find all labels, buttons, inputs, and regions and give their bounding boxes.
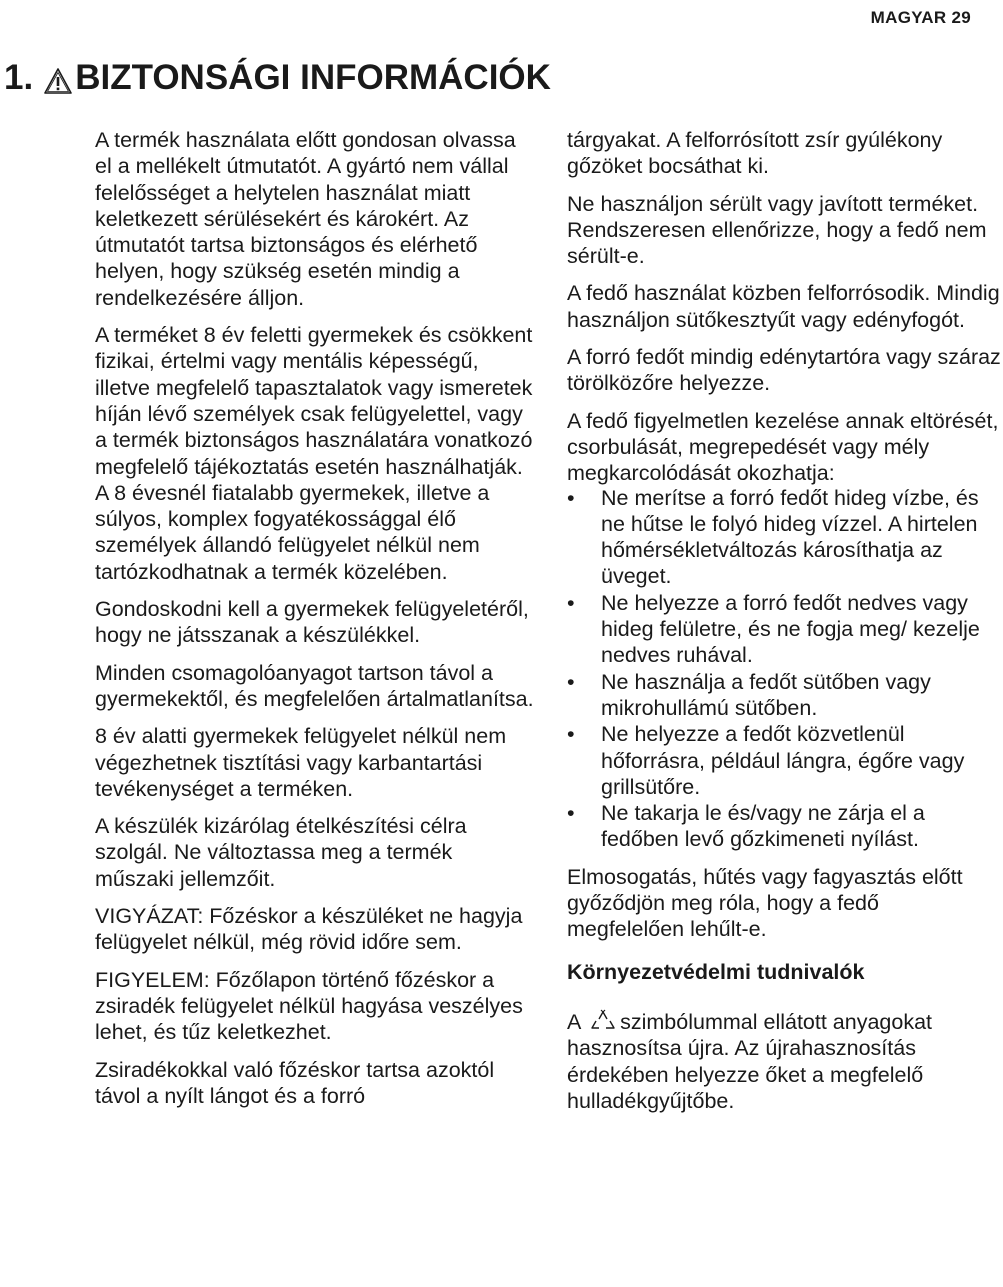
list-item-text: Ne használja a fedőt sütőben vagy mikrohullámú sütőben. (601, 669, 931, 720)
paragraph: Ne használjon sérült vagy javított terméket. Rendszeresen ellenőrizze, hogy a fedő nem sérült-e. (567, 191, 987, 269)
paragraph: A készülék kizárólag ételkészítési célra szolgál. Ne változtassa meg a termék műszaki jellemzőit. (95, 814, 467, 891)
section-title-text: BIZTONSÁGI INFORMÁCIÓK (75, 58, 551, 97)
list-item-text: Ne merítse a forró fedőt hideg vízbe, és ne hűtse le folyó hideg vízzel. A hirtelen hőmérsékletváltozás károsíthatja az üveget. (601, 485, 979, 589)
list-item (567, 669, 1001, 722)
bullet-marker: • (567, 801, 575, 826)
bullet-list (567, 485, 1001, 853)
list-item-text: Ne takarja le és/vagy ne zárja el a fedőben levő gőzkimeneti nyílást. (601, 801, 925, 852)
paragraph: 8 év alatti gyermekek felügyelet nélkül nem végezhetnek tisztítási vagy karbantartási tevékenységet a terméken. (95, 724, 507, 801)
paragraph: A fedő figyelmetlen kezelése annak eltörését, csorbulását, megrepedését vagy mély megkarcolódását okozhatja: (567, 408, 999, 486)
left-column (95, 127, 535, 1120)
paragraph: Zsiradékokkal való főzéskor tartsa azoktól távol a nyílt lángot és a forró (95, 1057, 495, 1108)
list-item-text: Ne helyezze a fedőt közvetlenül hőforrásra, például lángra, égőre vagy grillsütőre. (601, 722, 965, 799)
page-header-label: MAGYAR 29 (870, 8, 971, 27)
warning-paragraph: FIGYELEM: Főzőlapon történő főzéskor a zsiradék felügyelet nélkül hagyása veszélyes lehet, és tűz keletkezhet. (95, 967, 523, 1045)
warning-paragraph: VIGYÁZAT: Főzéskor a készüléket ne hagyja felügyelet nélkül, még rövid időre sem. (95, 904, 523, 955)
paragraph: tárgyakat. A felforrósított zsír gyúlékony gőzöket bocsáthat ki. (567, 128, 943, 179)
paragraph: Minden csomagolóanyagot tartson távol a gyermekektől, és megfelelően ártalmatlanítsa. (95, 660, 534, 711)
list-item-text: Ne helyezze a forró fedőt nedves vagy hideg felületre, és ne fogja meg/ kezelje nedves ruhával. (601, 590, 980, 668)
paragraph: A termék használata előtt gondosan olvassa el a mellékelt útmutatót. A gyártó nem vállal felelősséget a helytelen használat miatt keletkezett sérülésekért és károkért. Az útmutatót tartsa biztonságos és elérhető helyen, hogy szükség esetén mindig a rendelkezésére álljon. (95, 128, 516, 310)
bullet-marker: • (567, 722, 575, 747)
paragraph: A terméket 8 év feletti gyermekek és csökkent fizikai, értelmi vagy mentális képességű, illetve megfelelő tapasztalatok vagy ismeretek híján lévő személyek csak felügyelettel, vagy a termék biztonságos használatára vonatkozó megfelelő tájékoztatás esetén használhatják. A 8 évesnél fiatalabb gyermekek, illetve a súlyos, komplex fogyatékossággal élő személyek állandó felügyelet nélkül nem tartózkodhatnak a termék közelében. (95, 323, 533, 584)
env-text-rest: szimbólummal ellátott anyagokat hasznosítsa újra. Az újrahasznosítás érdekében helyezze őket a megfelelő hulladékgyűjtőbe. (567, 1009, 933, 1113)
bullet-marker: • (567, 590, 575, 615)
paragraph: Elmosogatás, hűtés vagy fagyasztás előtt győződjön meg róla, hogy a fedő megfelelően lehűlt-e. (567, 864, 963, 942)
environment-heading: Környezetvédelmi tudnivalók (567, 959, 865, 984)
list-item (567, 800, 1001, 853)
section-title (4, 58, 551, 98)
recycle-icon (588, 1007, 618, 1033)
list-item (567, 590, 1001, 669)
paragraph: Gondoskodni kell a gyermekek felügyeletéről, hogy ne játsszanak a készülékkel. (95, 597, 529, 648)
list-item (567, 721, 1001, 800)
bullet-marker: • (567, 485, 575, 510)
paragraph: A fedő használat közben felforrósodik. Mindig használjon sütőkesztyűt vagy edényfogót. (567, 281, 1000, 332)
section-number: 1. (4, 58, 34, 97)
right-column (567, 127, 1001, 1125)
environment-paragraph (567, 1007, 1001, 1114)
list-item (567, 485, 1001, 590)
env-text-start: A (567, 1009, 581, 1034)
paragraph: A forró fedőt mindig edénytartóra vagy száraz törölközőre helyezze. (567, 345, 1001, 396)
warning-triangle-icon (43, 64, 73, 92)
bullet-marker: • (567, 669, 575, 694)
